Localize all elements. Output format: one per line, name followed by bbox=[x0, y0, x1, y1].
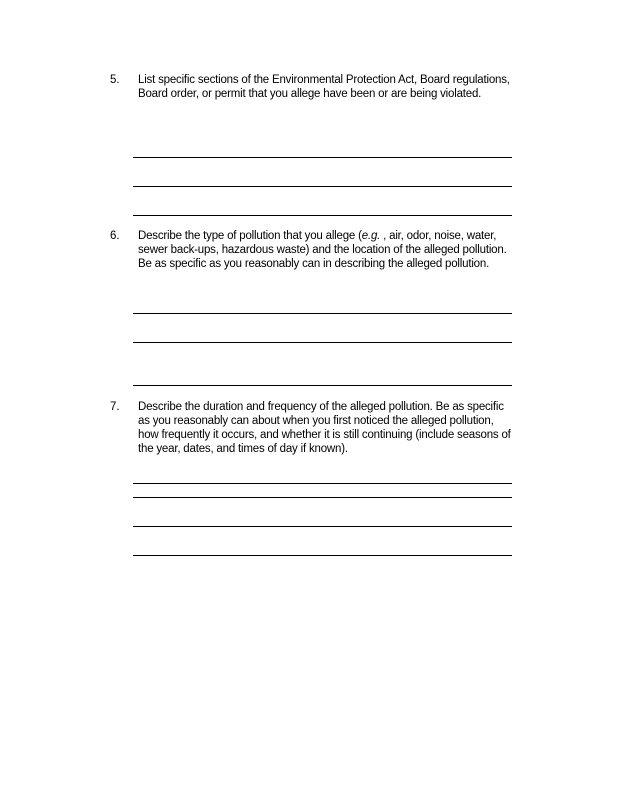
question-text-part: Describe the type of pollution that you allege ( bbox=[138, 230, 362, 242]
answer-line[interactable] bbox=[133, 186, 512, 187]
question-number: 7. bbox=[110, 401, 120, 413]
answer-line[interactable] bbox=[133, 483, 512, 484]
question-text: Describe the duration and frequency of the alleged pollution. Be as specific as you reasonably can about when you first noticed the alleged pollution, how frequently it occurs, and whether it is still continuing (include seasons of the year, dates, and times of day if known). bbox=[138, 401, 511, 455]
answer-line[interactable] bbox=[133, 157, 512, 158]
answer-line[interactable] bbox=[133, 497, 512, 498]
answer-line[interactable] bbox=[133, 385, 512, 386]
question-text-part: , air, odor, noise, water, sewer back-ups, hazardous waste) and the location of the alleged pollution. Be as specific as you reasonably can in describing the alleged pollution. bbox=[138, 230, 507, 270]
answer-line[interactable] bbox=[133, 555, 512, 556]
question-text: List specific sections of the Environmental Protection Act, Board regulations, Board order, or permit that you allege have been or are being violated. bbox=[138, 74, 510, 100]
question-text bbox=[138, 229, 512, 271]
question-number: 5. bbox=[110, 74, 120, 86]
answer-line[interactable] bbox=[133, 342, 512, 343]
answer-line[interactable] bbox=[133, 526, 512, 527]
answer-line[interactable] bbox=[133, 215, 512, 216]
question-number: 6. bbox=[110, 230, 120, 242]
question-text-italic: e.g. bbox=[361, 230, 381, 242]
answer-line[interactable] bbox=[133, 313, 512, 314]
